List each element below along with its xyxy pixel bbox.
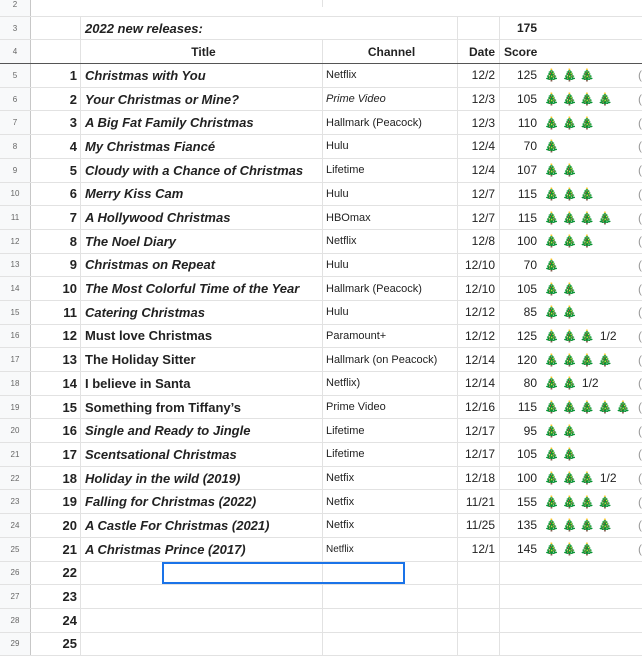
row-header[interactable]: 15 [0,301,31,324]
christmas-tree-icon: 🎄 [580,68,595,82]
christmas-tree-icon: 🎄 [562,187,577,201]
christmas-tree-icon: 🎄 [544,471,559,485]
overflow-marker: ( [638,396,642,419]
overflow-marker: ( [638,88,642,111]
christmas-tree-icon: 🎄 [562,542,577,556]
row-header[interactable]: 14 [0,277,31,300]
christmas-tree-icon: 🎄 [544,424,559,438]
movie-channel[interactable]: Paramount+ [323,325,458,348]
movie-date[interactable]: 12/3 [458,88,500,111]
christmas-tree-icon: 🎄 [544,376,559,390]
christmas-tree-icon: 🎄 [562,447,577,461]
half-rating: 1/2 [600,329,617,343]
movie-date[interactable]: 11/25 [458,514,500,537]
empty-rows [0,562,642,656]
christmas-tree-icon: 🎄 [544,139,559,153]
movie-score[interactable]: 155 [500,490,541,513]
movie-date[interactable]: 12/16 [458,396,500,419]
movie-channel[interactable]: Prime Video [323,88,458,111]
movie-score[interactable]: 115 [500,183,541,206]
table-row [0,419,642,443]
table-row [0,490,642,514]
movie-channel[interactable]: Netfix [323,490,458,513]
row-header[interactable]: 3 [0,17,31,40]
tree-rating[interactable] [543,183,639,206]
movie-title[interactable]: Catering Christmas [81,301,323,324]
christmas-tree-icon: 🎄 [562,376,577,390]
row-header[interactable]: 9 [0,159,31,182]
movie-score[interactable]: 115 [500,206,541,229]
movie-title[interactable]: Single and Ready to Jingle [81,419,323,442]
movie-number[interactable]: 24 [31,609,81,632]
movie-score[interactable]: 135 [500,514,541,537]
table-row [0,325,642,349]
table-row [0,159,642,183]
row-header[interactable]: 26 [0,562,31,585]
empty-cell[interactable] [323,562,458,585]
tree-rating[interactable] [543,467,639,490]
table-row [0,254,642,278]
movie-title[interactable]: Merry Kiss Cam [81,183,323,206]
row-header[interactable]: 27 [0,585,31,608]
tree-rating[interactable] [543,277,639,300]
empty-cell[interactable] [81,633,323,656]
christmas-tree-icon: 🎄 [544,305,559,319]
movie-date[interactable]: 12/4 [458,135,500,158]
movie-number[interactable]: 3 [31,111,81,134]
overflow-marker: ( [638,538,642,561]
movie-channel[interactable]: Netflix [323,230,458,253]
movie-title[interactable]: The Noel Diary [81,230,323,253]
christmas-tree-icon: 🎄 [580,542,595,556]
christmas-tree-icon: 🎄 [598,353,613,367]
movie-date[interactable]: 12/2 [458,64,500,87]
table-row [0,443,642,467]
empty-cell[interactable] [458,633,500,656]
row-header[interactable]: 6 [0,88,31,111]
row-header[interactable]: 20 [0,419,31,442]
movie-date[interactable]: 12/10 [458,254,500,277]
christmas-tree-icon: 🎄 [598,400,613,414]
movie-channel[interactable]: Hulu [323,135,458,158]
tree-rating[interactable] [543,254,639,277]
movie-score[interactable]: 115 [500,396,541,419]
table-row [0,111,642,135]
empty-cell[interactable] [81,562,323,585]
empty-cell[interactable] [458,585,500,608]
empty-cell[interactable] [458,609,500,632]
movie-date[interactable]: 12/7 [458,183,500,206]
movie-number[interactable]: 1 [31,64,81,87]
sheet-title[interactable] [81,0,323,7]
movie-number[interactable]: 14 [31,372,81,395]
christmas-tree-icon: 🎄 [580,329,595,343]
table-row [0,64,642,88]
table-row [0,467,642,491]
christmas-tree-icon: 🎄 [580,211,595,225]
table-row [0,562,642,586]
tree-rating[interactable] [543,514,639,537]
movie-number[interactable]: 17 [31,443,81,466]
tree-rating[interactable] [543,538,639,561]
movie-title[interactable]: A Hollywood Christmas [81,206,323,229]
row-header[interactable]: 25 [0,538,31,561]
overflow-marker: ( [638,135,642,158]
christmas-tree-icon: 🎄 [562,163,577,177]
tree-rating[interactable] [543,88,639,111]
empty-cell[interactable] [323,17,458,40]
movie-channel[interactable]: Netflix [323,64,458,87]
movie-date[interactable]: 12/3 [458,111,500,134]
row-header[interactable]: 11 [0,206,31,229]
movie-date[interactable]: 12/4 [458,159,500,182]
movie-score[interactable]: 125 [500,325,541,348]
christmas-tree-icon: 🎄 [580,116,595,130]
movie-number[interactable]: 22 [31,562,81,585]
christmas-tree-icon: 🎄 [544,329,559,343]
sheet-row [0,17,642,41]
movie-score[interactable]: 70 [500,135,541,158]
movie-score[interactable]: 125 [500,64,541,87]
overflow-marker: ( [638,206,642,229]
movie-score[interactable]: 105 [500,88,541,111]
movie-title[interactable]: Falling for Christmas (2022) [81,490,323,513]
christmas-tree-icon: 🎄 [580,495,595,509]
overflow-marker: ( [638,490,642,513]
overflow-marker: ( [638,467,642,490]
movie-date[interactable]: 12/12 [458,301,500,324]
movie-score[interactable]: 70 [500,254,541,277]
movie-title[interactable]: The Holiday Sitter [81,348,323,371]
overflow-marker: ( [638,419,642,442]
christmas-tree-icon: 🎄 [544,258,559,272]
movie-number[interactable]: 23 [31,585,81,608]
date-header[interactable]: Date [458,40,500,63]
movie-score[interactable]: 120 [500,348,541,371]
movie-date[interactable]: 12/17 [458,419,500,442]
movie-channel[interactable]: Hulu [323,254,458,277]
movie-channel[interactable]: Lifetime [323,443,458,466]
christmas-tree-icon: 🎄 [580,92,595,106]
christmas-tree-icon: 🎄 [562,495,577,509]
movie-score[interactable]: 105 [500,277,541,300]
christmas-tree-icon: 🎄 [544,518,559,532]
tree-rating[interactable] [543,325,639,348]
movie-channel[interactable]: Hallmark (on Peacock) [323,348,458,371]
tree-rating[interactable] [543,111,639,134]
movie-score[interactable]: 95 [500,419,541,442]
movie-title[interactable]: Something from Tiffany’s [81,396,323,419]
christmas-tree-icon: 🎄 [598,518,613,532]
title-header[interactable]: Title [81,40,323,63]
subtitle-cell[interactable]: 2022 new releases: [81,17,323,40]
movie-number[interactable]: 21 [31,538,81,561]
christmas-tree-icon: 🎄 [562,68,577,82]
tree-rating[interactable] [543,64,639,87]
movie-title[interactable]: My Christmas Fiancé [81,135,323,158]
christmas-tree-icon: 🎄 [562,211,577,225]
movie-channel[interactable]: Netflix [323,538,458,561]
row-header[interactable]: 12 [0,230,31,253]
christmas-tree-icon: 🎄 [562,305,577,319]
table-row [0,538,642,562]
movie-number[interactable]: 18 [31,467,81,490]
movie-number[interactable]: 2 [31,88,81,111]
christmas-tree-icon: 🎄 [562,518,577,532]
movie-number[interactable]: 19 [31,490,81,513]
row-header[interactable]: 17 [0,348,31,371]
christmas-tree-icon: 🎄 [562,282,577,296]
christmas-tree-icon: 🎄 [580,234,595,248]
tree-rating[interactable] [543,419,639,442]
christmas-tree-icon: 🎄 [562,329,577,343]
christmas-tree-icon: 🎄 [544,234,559,248]
movie-title[interactable]: Christmas with You [81,64,323,87]
movie-channel[interactable]: Prime Video [323,396,458,419]
christmas-tree-icon: 🎄 [580,471,595,485]
empty-cell[interactable] [31,17,81,40]
tree-rating[interactable] [543,348,639,371]
overflow-marker: ( [638,159,642,182]
movie-title[interactable]: A Big Fat Family Christmas [81,111,323,134]
table-row [0,396,642,420]
movie-score[interactable]: 85 [500,301,541,324]
christmas-tree-icon: 🎄 [562,424,577,438]
tree-rating[interactable] [543,443,639,466]
overflow-marker: ( [638,348,642,371]
movie-number[interactable]: 4 [31,135,81,158]
christmas-tree-icon: 🎄 [562,400,577,414]
tree-rating[interactable] [543,490,639,513]
empty-cell[interactable] [31,40,81,63]
movie-number[interactable]: 11 [31,301,81,324]
table-row [0,372,642,396]
movie-channel[interactable]: Netflix) [323,372,458,395]
row-header[interactable]: 5 [0,64,31,87]
row-header[interactable]: 19 [0,396,31,419]
table-row [0,348,642,372]
tree-rating[interactable] [543,230,639,253]
movie-rows [0,64,642,561]
overflow-marker: ( [638,443,642,466]
row-header[interactable]: 7 [0,111,31,134]
christmas-tree-icon: 🎄 [598,92,613,106]
movie-score[interactable]: 110 [500,111,541,134]
movie-title[interactable]: Cloudy with a Chance of Christmas [81,159,323,182]
overflow-marker: ( [638,111,642,134]
movie-number[interactable]: 9 [31,254,81,277]
header-row [0,40,642,64]
row-header[interactable]: 8 [0,135,31,158]
half-rating: 1/2 [582,376,599,390]
movie-number[interactable]: 12 [31,325,81,348]
tree-rating[interactable] [543,135,639,158]
movie-score[interactable]: 80 [500,372,541,395]
movie-date[interactable]: 11/21 [458,490,500,513]
movie-score[interactable]: 100 [500,467,541,490]
movie-date[interactable]: 12/18 [458,467,500,490]
score-total-cell[interactable]: 175 [500,17,541,40]
movie-number[interactable]: 16 [31,419,81,442]
table-row [0,230,642,254]
table-row [0,206,642,230]
movie-channel[interactable]: Lifetime [323,419,458,442]
christmas-tree-icon: 🎄 [544,187,559,201]
movie-title[interactable]: Must love Christmas [81,325,323,348]
movie-channel[interactable]: Hallmark (Peacock) [323,277,458,300]
movie-score[interactable]: 145 [500,538,541,561]
christmas-tree-icon: 🎄 [616,400,631,414]
movie-date[interactable]: 12/12 [458,325,500,348]
overflow-marker: ( [638,372,642,395]
tree-rating[interactable] [543,396,639,419]
row-header[interactable]: 4 [0,40,31,63]
movie-title[interactable]: I believe in Santa [81,372,323,395]
tree-rating[interactable] [543,372,639,395]
movie-date[interactable]: 12/10 [458,277,500,300]
overflow-marker: ( [638,183,642,206]
movie-channel[interactable]: Hallmark (Peacock) [323,111,458,134]
movie-title[interactable]: Christmas on Repeat [81,254,323,277]
overflow-marker: ( [638,254,642,277]
christmas-tree-icon: 🎄 [544,542,559,556]
movie-title[interactable]: A Christmas Prince (2017) [81,538,323,561]
movie-date[interactable]: 12/17 [458,443,500,466]
table-row [0,88,642,112]
table-row [0,609,642,633]
movie-score[interactable]: 105 [500,443,541,466]
christmas-tree-icon: 🎄 [562,116,577,130]
christmas-tree-icon: 🎄 [544,116,559,130]
table-row [0,277,642,301]
movie-date[interactable]: 12/14 [458,372,500,395]
christmas-tree-icon: 🎄 [562,92,577,106]
christmas-tree-icon: 🎄 [544,92,559,106]
movie-title[interactable]: Your Christmas or Mine? [81,88,323,111]
row-header[interactable]: 2 [0,0,31,16]
christmas-tree-icon: 🎄 [580,518,595,532]
tree-rating[interactable] [543,206,639,229]
overflow-marker: ( [638,277,642,300]
movie-date[interactable]: 12/8 [458,230,500,253]
empty-cell[interactable] [458,562,500,585]
row-header[interactable]: 16 [0,325,31,348]
movie-date[interactable]: 12/14 [458,348,500,371]
row-header[interactable]: 23 [0,490,31,513]
tree-rating[interactable] [543,159,639,182]
empty-cell[interactable] [323,585,458,608]
overflow-marker: ( [638,64,642,87]
christmas-tree-icon: 🎄 [562,353,577,367]
row-header[interactable]: 21 [0,443,31,466]
christmas-tree-icon: 🎄 [562,471,577,485]
movie-number[interactable]: 25 [31,633,81,656]
row-header[interactable]: 10 [0,183,31,206]
christmas-tree-icon: 🎄 [580,400,595,414]
row-header[interactable]: 28 [0,609,31,632]
row-header[interactable]: 22 [0,467,31,490]
row-header[interactable]: 29 [0,633,31,656]
sheet-row [0,0,642,17]
tree-rating[interactable] [543,301,639,324]
half-rating: 1/2 [600,471,617,485]
empty-cell[interactable] [81,585,323,608]
table-row [0,633,642,656]
christmas-tree-icon: 🎄 [544,163,559,177]
overflow-marker: ( [638,514,642,537]
overflow-marker: ( [638,301,642,324]
row-header[interactable]: 13 [0,254,31,277]
table-row [0,135,642,159]
christmas-tree-icon: 🎄 [544,495,559,509]
christmas-tree-icon: 🎄 [598,495,613,509]
movie-number[interactable]: 6 [31,183,81,206]
movie-number[interactable]: 8 [31,230,81,253]
christmas-tree-icon: 🎄 [544,400,559,414]
overflow-marker: ( [638,325,642,348]
row-header[interactable]: 24 [0,514,31,537]
movie-number[interactable]: 13 [31,348,81,371]
christmas-tree-icon: 🎄 [544,353,559,367]
table-row [0,183,642,207]
movie-channel[interactable]: Lifetime [323,159,458,182]
christmas-tree-icon: 🎄 [544,447,559,461]
movie-title[interactable]: A Castle For Christmas (2021) [81,514,323,537]
overflow-marker: ( [638,230,642,253]
christmas-tree-icon: 🎄 [580,187,595,201]
movie-title[interactable]: Scentsational Christmas [81,443,323,466]
score-header[interactable]: Score [500,40,541,63]
christmas-tree-icon: 🎄 [562,234,577,248]
christmas-tree-icon: 🎄 [544,282,559,296]
empty-cell[interactable] [323,633,458,656]
empty-cell[interactable] [458,17,500,40]
table-row [0,301,642,325]
movie-number[interactable]: 15 [31,396,81,419]
christmas-tree-icon: 🎄 [544,211,559,225]
movie-channel[interactable]: HBOmax [323,206,458,229]
row-header[interactable]: 18 [0,372,31,395]
movie-channel[interactable]: Hulu [323,183,458,206]
christmas-tree-icon: 🎄 [544,68,559,82]
movie-number[interactable]: 5 [31,159,81,182]
empty-cell[interactable] [81,609,323,632]
channel-header[interactable]: Channel [323,40,458,63]
christmas-tree-icon: 🎄 [598,211,613,225]
movie-channel[interactable]: Hulu [323,301,458,324]
table-row [0,514,642,538]
table-row [0,585,642,609]
movie-title[interactable]: The Most Colorful Time of the Year [81,277,323,300]
movie-channel[interactable]: Netfix [323,467,458,490]
movie-title[interactable]: Holiday in the wild (2019) [81,467,323,490]
movie-date[interactable]: 12/7 [458,206,500,229]
movie-score[interactable]: 100 [500,230,541,253]
movie-channel[interactable]: Netfix [323,514,458,537]
movie-number[interactable]: 7 [31,206,81,229]
christmas-tree-icon: 🎄 [580,353,595,367]
movie-score[interactable]: 107 [500,159,541,182]
movie-number[interactable]: 20 [31,514,81,537]
empty-cell[interactable] [323,609,458,632]
movie-date[interactable]: 12/1 [458,538,500,561]
movie-number[interactable]: 10 [31,277,81,300]
